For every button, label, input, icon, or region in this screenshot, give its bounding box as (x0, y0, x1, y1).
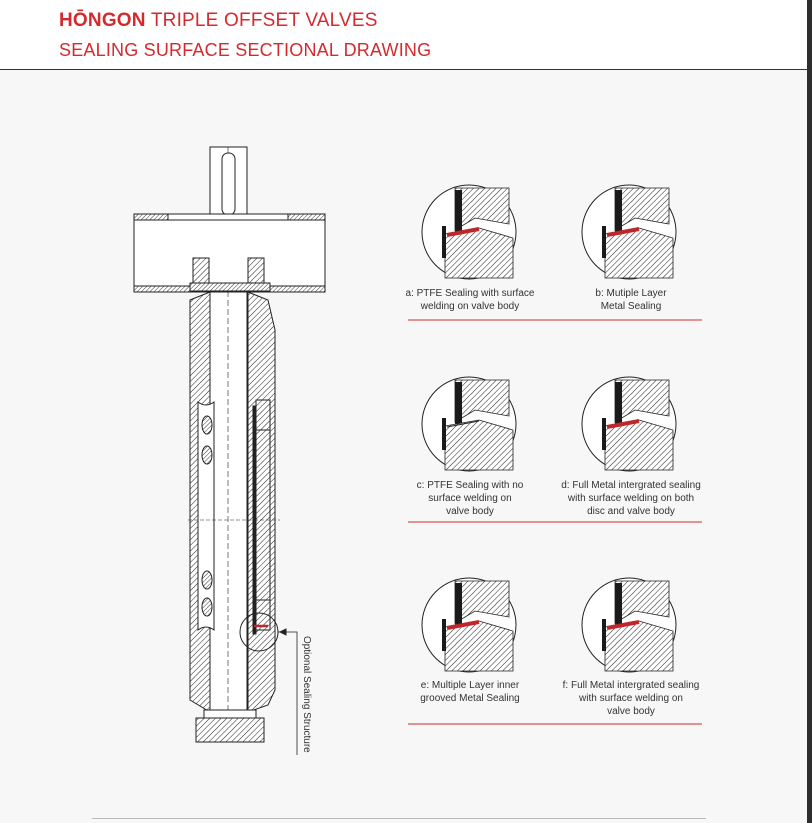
detail-e (422, 578, 516, 672)
detail-a (422, 185, 516, 279)
footer-divider (92, 818, 706, 819)
title-text: TRIPLE OFFSET VALVES (145, 10, 378, 31)
detail-c (422, 377, 516, 471)
detail-d (582, 377, 676, 471)
detail-caption-f: f: Full Metal intergrated sealing with surface welding on valve body (562, 680, 700, 717)
optional-sealing-label: Optional Sealing Structure (301, 636, 312, 753)
detail-caption-c: c: PTFE Sealing with no surface welding on valve body (416, 480, 524, 517)
page-subtitle: SEALING SURFACE SECTIONAL DRAWING (59, 40, 432, 60)
detail-caption-b: b: Mutiple Layer Metal Sealing (595, 288, 667, 312)
brand-logo: HŌNGON (59, 10, 146, 31)
detail-f (582, 578, 676, 672)
detail-b (582, 185, 676, 279)
detail-caption-a: a: PTFE Sealing with surface welding on valve body (405, 288, 535, 312)
valve-section (134, 147, 325, 755)
detail-caption-d: d: Full Metal intergrated sealing with surface welding on both disc and valve body (561, 480, 701, 517)
detail-caption-e: e: Multiple Layer inner grooved Metal Sealing (420, 680, 520, 704)
